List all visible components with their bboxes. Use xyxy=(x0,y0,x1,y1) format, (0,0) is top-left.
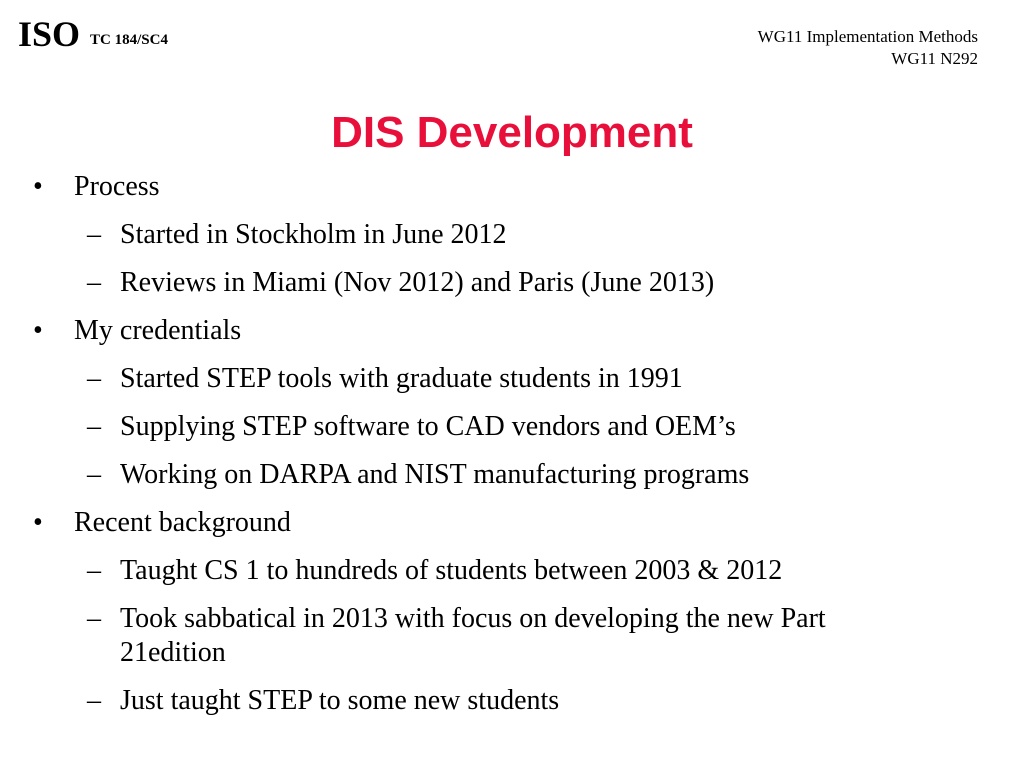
bullet-list xyxy=(0,170,1024,718)
committee-label: TC 184/SC4 xyxy=(90,32,168,48)
sub-bullet-text: Working on DARPA and NIST manufacturing programs xyxy=(120,459,750,490)
sub-bullet-text: Took sabbatical in 2013 with focus on developing the new Part 21edition xyxy=(120,603,826,668)
bullet-item xyxy=(0,506,1024,540)
iso-logo: ISO xyxy=(18,14,81,54)
sub-bullet-item xyxy=(0,602,1024,670)
dash-marker: – xyxy=(87,555,101,586)
dash-marker: – xyxy=(87,411,101,442)
bullet-marker: • xyxy=(33,507,43,538)
sub-bullet-item xyxy=(0,684,1024,718)
dash-marker: – xyxy=(87,459,101,490)
slide-title: DIS Development xyxy=(331,108,693,157)
sub-bullet-item xyxy=(0,410,1024,444)
bullet-text: Recent background xyxy=(74,507,291,538)
sub-bullet-item xyxy=(0,362,1024,396)
sub-bullet-item xyxy=(0,266,1024,300)
sub-bullet-text: Supplying STEP software to CAD vendors and OEM’s xyxy=(120,411,736,442)
header-left xyxy=(18,14,168,54)
sub-bullet-item xyxy=(0,458,1024,492)
header-right xyxy=(758,26,978,70)
dash-marker: – xyxy=(87,267,101,298)
dash-marker: – xyxy=(87,219,101,250)
working-group-name: WG11 Implementation Methods xyxy=(757,27,978,46)
dash-marker: – xyxy=(87,363,101,394)
bullet-item xyxy=(0,314,1024,348)
dash-marker: – xyxy=(87,603,101,634)
bullet-marker: • xyxy=(33,171,43,202)
sub-bullet-text: Just taught STEP to some new students xyxy=(120,685,560,716)
sub-bullet-text: Reviews in Miami (Nov 2012) and Paris (June 2013) xyxy=(120,267,715,298)
sub-bullet-text: Started STEP tools with graduate students in 1991 xyxy=(120,363,683,394)
document-number: WG11 N292 xyxy=(891,49,978,68)
sub-bullet-text: Taught CS 1 to hundreds of students between 2003 & 2012 xyxy=(120,555,783,586)
bullet-text: My credentials xyxy=(74,315,242,346)
sub-bullet-item xyxy=(0,218,1024,252)
bullet-marker: • xyxy=(33,315,43,346)
sub-bullet-text: Started in Stockholm in June 2012 xyxy=(120,219,507,250)
bullet-text: Process xyxy=(74,171,160,202)
bullet-item xyxy=(0,170,1024,204)
dash-marker: – xyxy=(87,685,101,716)
sub-bullet-item xyxy=(0,554,1024,588)
